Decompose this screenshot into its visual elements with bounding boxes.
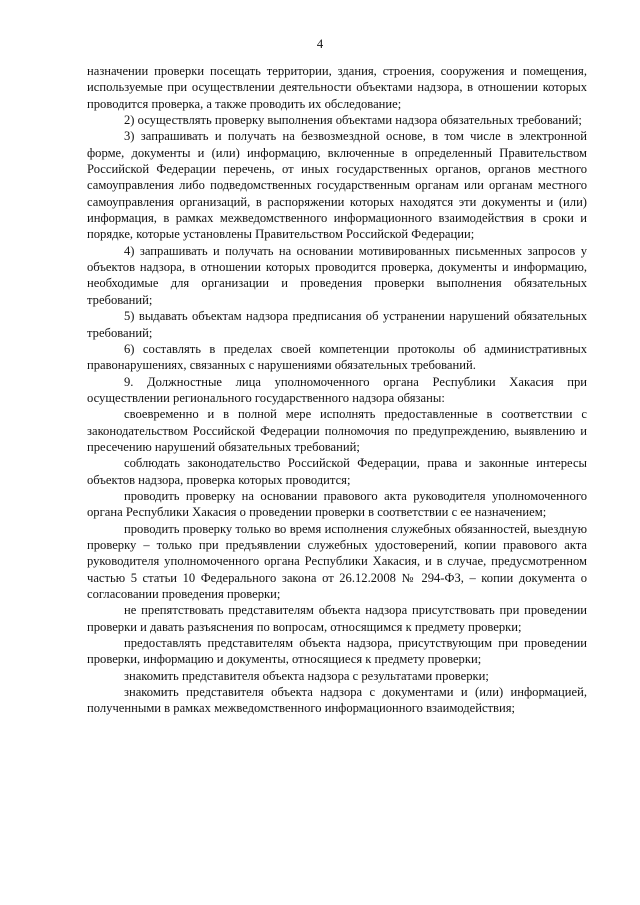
page-number: 4 xyxy=(316,37,324,51)
paragraph-duty-3: проводить проверку на основании правового акта руководителя уполномоченного органа Республики Хакасия о проведении проверки в соответствии с ее назначением; xyxy=(87,488,587,520)
paragraph-duty-8: знакомить представителя объекта надзора с документами и (или) информацией, полученными в рамках межведомственного информационного взаимодействия; xyxy=(87,685,587,716)
paragraph-item-2: 2) осуществлять проверку выполнения объектами надзора обязательных требований; xyxy=(124,113,582,128)
paragraph-item-3: 3) запрашивать и получать на безвозмездной основе, в том числе в электронной форме, документы и (или) информацию, включенные в определенный Правительством Российской Федерации перечень, от иных государственных органов, органов местного самоуправления либо подведомственных государственным органам или органам местного самоуправления организаций, в распоряжении которых находятся эти документы и (или) информация, в рамках межведомственного информационного взаимодействия в сроки и порядке, которые установлены Правительством Российской Федерации; xyxy=(87,129,587,242)
paragraph-duty-6: предоставлять представителям объекта надзора, присутствующим при проведении проверки, информацию и документы, относящиеся к предмету проверки; xyxy=(87,636,587,667)
paragraph-section-9: 9. Должностные лица уполномоченного органа Республики Хакасия при осуществлении регионального государственного надзора обязаны: xyxy=(87,374,587,405)
paragraph-duty-5: не препятствовать представителям объекта надзора присутствовать при проведении проверки и давать разъяснения по вопросам, относящимся к предмету проверки; xyxy=(87,603,587,634)
paragraph-item-5: 5) выдавать объектам надзора предписания об устранении нарушений обязательных требований; xyxy=(87,309,587,340)
paragraph-item-6: 6) составлять в пределах своей компетенции протоколы об административных правонарушениях, связанных с нарушениями обязательных требований. xyxy=(87,341,587,373)
paragraph-duty-7: знакомить представителя объекта надзора с результатами проверки; xyxy=(124,668,489,683)
paragraph-duty-4: проводить проверку только во время исполнения служебных обязанностей, выездную проверку – только при предъявлении служебных удостоверений, копии правового акта руководителя уполномоченного органа Республики Хакасия, и в случае, предусмотренном частью 5 статьи 10 Федерального закона от 26.12.2008 № 294-ФЗ, – копии документа о согласовании проведения проверки; xyxy=(87,521,587,601)
paragraph-continuation: назначении проверки посещать территории, здания, строения, сооружения и помещения, используемые при осуществлении деятельности объектами надзора, в отношении которых проводится проверка, а также проводить их обследование; xyxy=(87,64,587,111)
document-body xyxy=(87,63,587,717)
paragraph-duty-2: соблюдать законодательство Российской Федерации, права и законные интересы объектов надзора, проверка которых проводится; xyxy=(87,456,587,487)
paragraph-duty-1: своевременно и в полной мере исполнять предоставленные в соответствии с законодательством Российской Федерации полномочия по предупреждению, выявлению и пресечению нарушений обязательных требований; xyxy=(87,407,587,454)
paragraph-item-4: 4) запрашивать и получать на основании мотивированных письменных запросов у объектов надзора, в отношении которых проводится проверка, документы и информацию, необходимые для организации и проведения проверки выполнения обязательных требований; xyxy=(87,243,587,307)
